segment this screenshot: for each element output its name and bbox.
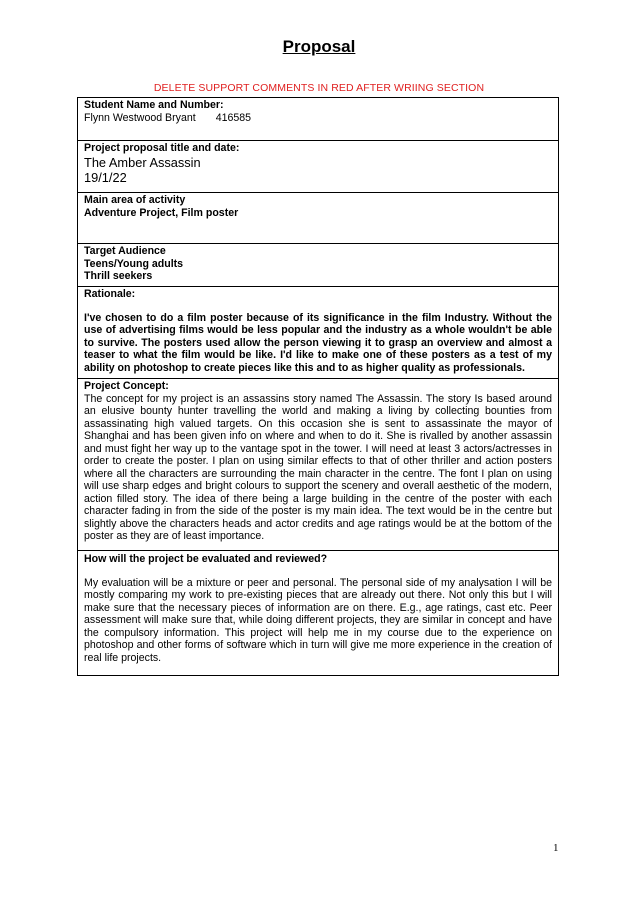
student-section: [78, 98, 558, 140]
page-number: 1: [553, 842, 559, 854]
activity-value: Adventure Project, Film poster: [84, 206, 239, 219]
project-label: Project proposal title and date:: [84, 142, 240, 154]
proposal-form: [77, 97, 559, 676]
student-value: [84, 112, 552, 125]
activity-section: [78, 192, 558, 243]
student-label: Student Name and Number:: [84, 99, 224, 111]
project-date: 19/1/22: [84, 169, 127, 185]
concept-label: Project Concept:: [84, 380, 169, 392]
project-title: The Amber Assassin: [84, 154, 201, 170]
rationale-text: I've chosen to do a film poster because of its significance in the film Industry. Without the use of advertising films would be less popular and the industry as a whole wouldn't be able to survive. The posters used allow the person viewing it to grasp an overview and almost a teaser to what the film would be like. I'd like to make one of these posters as a test of my ability on photoshop to create pieces like this and to as higher quality as professionals.: [84, 311, 552, 374]
support-notice: DELETE SUPPORT COMMENTS IN RED AFTER WRIING SECTION: [153, 82, 485, 94]
student-name: Flynn Westwood Bryant: [84, 111, 196, 124]
project-section: [78, 140, 558, 192]
audience-line-2: Thrill seekers: [84, 270, 153, 282]
evaluation-label: How will the project be evaluated and reviewed?: [84, 553, 328, 565]
document-title: Proposal: [282, 37, 356, 56]
audience-section: [78, 243, 558, 286]
evaluation-text: My evaluation will be a mixture or peer and personal. The personal side of my analysation I will be mostly comparing my work to pre-existing pieces that are already out there. Not only this but I will make sure that the necessary pieces of information are on there. E.g., age ratings, cast etc. Peer assessment will make sure that, while doing different projects, they are similar in concept and have the compulsory information. This project will help me in my course due to the experience on photoshop and other forms of software which in turn will give me more experience in the creation of real life projects.: [84, 576, 552, 664]
audience-line-1: Teens/Young adults: [84, 257, 184, 270]
concept-section: [78, 378, 558, 550]
activity-label: Main area of activity: [84, 194, 186, 206]
rationale-label: Rationale:: [84, 288, 136, 300]
rationale-section: [78, 286, 558, 378]
student-number: 416585: [215, 111, 252, 124]
evaluation-section: [78, 550, 558, 675]
concept-text: The concept for my project is an assassins story named The Assassin. The story Is based around an elusive bounty hunter travelling the world and making a living by collecting bounties from assassinating high valued targets. On this occasion she is sent to assassinate the mayor of Shanghai and has been given info on where and when to do it. She is rivalled by another assassin and must fight her way up to the vantage spot in the tower. I will need at least 3 actors/actresses in order to create the poster. I plan on using similar effects to that of other thriller and action posters where all the characters are surrounding the main character in the centre. The font I plan on using will use sharp edges and bright colours to support the scenery and overall aesthetic of the modern, action filled story. The idea of there being a large building in the centre of the poster with each character fading in from the side of the poster is my main idea. The text would be in the centre but slightly above the characters heads and actor credits and age ratings would be at the bottom of the poster as they are of least importance.: [84, 392, 552, 542]
audience-label: Target Audience: [84, 245, 166, 257]
